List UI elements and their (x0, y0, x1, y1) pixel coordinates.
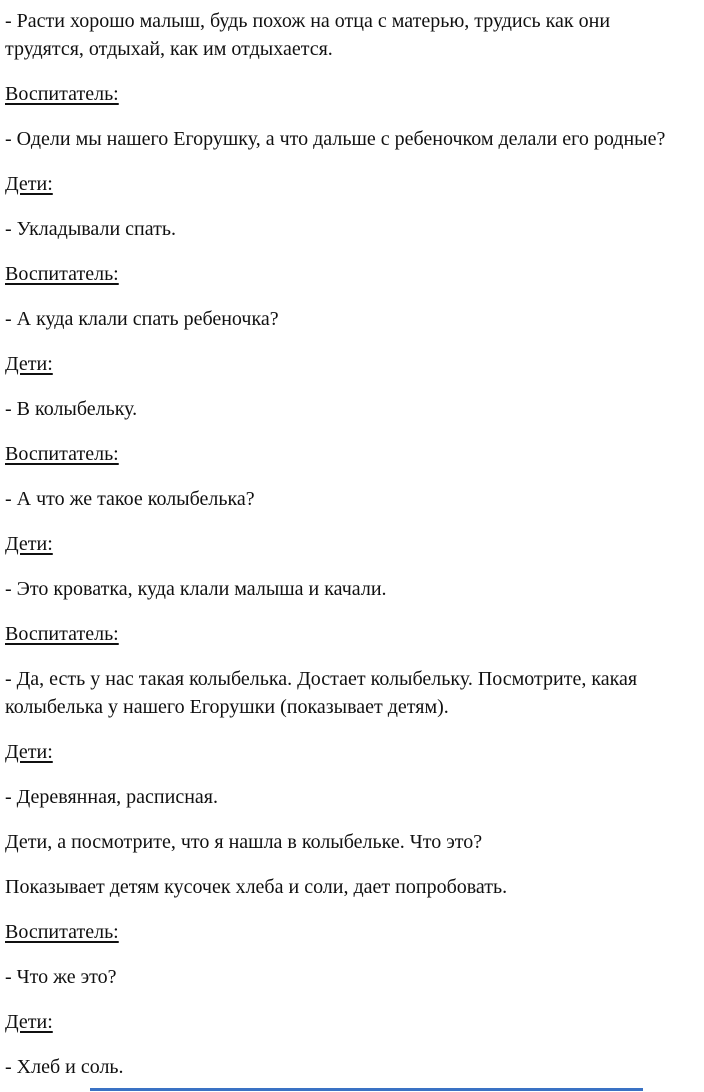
speaker-label-text: Воспитатель: (5, 921, 119, 943)
dialogue-paragraph (5, 485, 704, 513)
dialogue-paragraph (5, 395, 704, 423)
speaker-label-deti (5, 738, 704, 766)
speaker-label-deti (5, 350, 704, 378)
speaker-label-deti (5, 530, 704, 558)
speaker-label-vospitatel (5, 80, 704, 108)
dialogue-paragraph (5, 783, 704, 811)
speaker-label-text: Дети: (5, 173, 53, 195)
dialogue-paragraph (5, 215, 704, 243)
dialogue-paragraph (5, 575, 704, 603)
dialogue-line: трудятся, отдыхай, как им отдыхается. (5, 38, 333, 60)
dialogue-line: - Да, есть у нас такая колыбелька. Достает колыбельку. Посмотрите, какая (5, 668, 638, 690)
narration-line: Дети, а посмотрите, что я нашла в колыбельке. Что это? (5, 831, 483, 853)
speaker-label-vospitatel (5, 620, 704, 648)
speaker-label-text: Дети: (5, 741, 53, 763)
speaker-label-vospitatel (5, 440, 704, 468)
speaker-label-text: Дети: (5, 533, 53, 555)
speaker-label-text: Дети: (5, 353, 53, 375)
dialogue-line: - Что же это? (5, 966, 117, 988)
dialogue-line: - Одели мы нашего Егорушку, а что дальше с ребеночком делали его родные? (5, 128, 666, 150)
dialogue-line: - Хлеб и соль. (5, 1056, 124, 1078)
dialogue-paragraph (5, 305, 704, 333)
speaker-label-text: Дети: (5, 1011, 53, 1033)
speaker-label-text: Воспитатель: (5, 83, 119, 105)
dialogue-line: - А что же такое колыбелька? (5, 488, 255, 510)
cropped-bottom-blue-rule (90, 1088, 643, 1091)
dialogue-paragraph (5, 1053, 704, 1081)
speaker-label-vospitatel (5, 260, 704, 288)
narration-paragraph (5, 873, 704, 901)
speaker-label-deti (5, 1008, 704, 1036)
dialogue-line: - Деревянная, расписная. (5, 786, 218, 808)
dialogue-paragraph (5, 7, 704, 63)
speaker-label-text: Воспитатель: (5, 623, 119, 645)
speaker-label-text: Воспитатель: (5, 443, 119, 465)
dialogue-line: - А куда клали спать ребеночка? (5, 308, 279, 330)
speaker-label-vospitatel (5, 918, 704, 946)
speaker-label-text: Воспитатель: (5, 263, 119, 285)
narration-paragraph (5, 828, 704, 856)
dialogue-paragraph (5, 125, 704, 153)
dialogue-line: - Это кроватка, куда клали малыша и качали. (5, 578, 387, 600)
narration-line: Показывает детям кусочек хлеба и соли, дает попробовать. (5, 876, 508, 898)
dialogue-paragraph (5, 963, 704, 991)
dialogue-line: колыбелька у нашего Егорушки (показывает детям). (5, 696, 449, 718)
dialogue-paragraph (5, 665, 704, 721)
dialogue-line: - Расти хорошо малыш, будь похож на отца с матерью, трудись как они (5, 10, 611, 32)
dialogue-line: - Укладывали спать. (5, 218, 176, 240)
speaker-label-deti (5, 170, 704, 198)
dialogue-line: - В колыбельку. (5, 398, 138, 420)
